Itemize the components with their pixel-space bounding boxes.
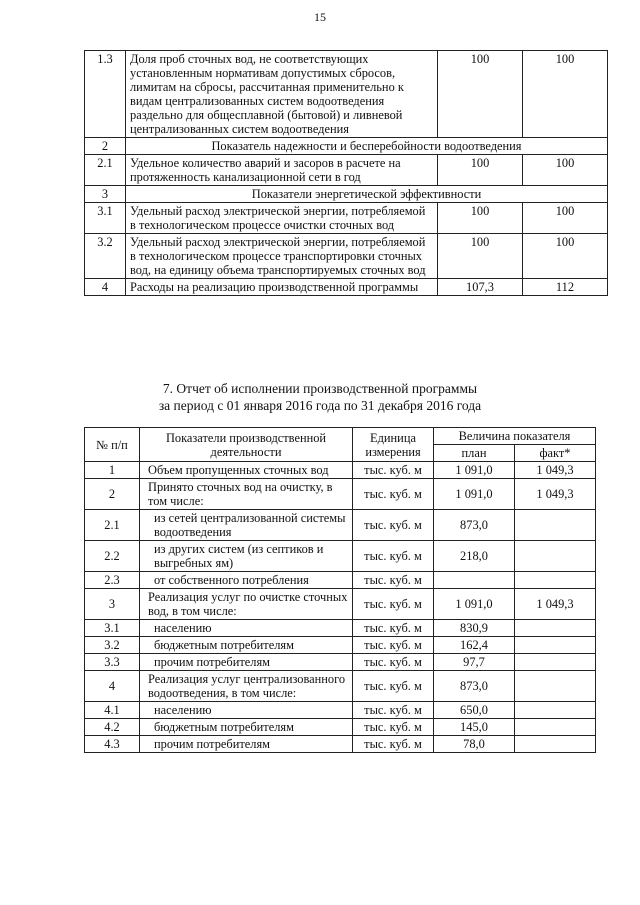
unit-cell: тыс. куб. м xyxy=(353,637,434,654)
indicator-text: Удельное количество аварий и засоров в расчете на протяженность канализационной сети в год xyxy=(126,155,438,186)
row-number: 1.3 xyxy=(85,51,126,138)
plan-value: 650,0 xyxy=(434,702,515,719)
fact-value xyxy=(515,510,596,541)
plan-value: 1 091,0 xyxy=(434,479,515,510)
unit-cell: тыс. куб. м xyxy=(353,654,434,671)
table-row xyxy=(85,589,596,620)
header-row xyxy=(85,428,596,445)
unit-cell: тыс. куб. м xyxy=(353,702,434,719)
header-unit: Единица измерения xyxy=(353,428,434,462)
report-title xyxy=(0,380,640,414)
plan-value: 873,0 xyxy=(434,671,515,702)
row-number: 3.2 xyxy=(85,637,140,654)
unit-cell: тыс. куб. м xyxy=(353,671,434,702)
table-row xyxy=(85,572,596,589)
table-row xyxy=(85,654,596,671)
indicator-text: из сетей централизованной системы водоотведения xyxy=(140,510,353,541)
table-row xyxy=(85,637,596,654)
production-program-report-table xyxy=(84,427,596,753)
table-row xyxy=(85,736,596,753)
plan-value: 873,0 xyxy=(434,510,515,541)
table-row xyxy=(85,186,608,203)
fact-value xyxy=(515,702,596,719)
indicator-text: Удельный расход электрической энергии, потребляемой в технологическом процессе транспортировки сточных вод, на единицу объема транспортируемых сточных вод xyxy=(126,234,438,279)
row-number: 4 xyxy=(85,279,126,296)
indicator-text: Расходы на реализацию производственной программы xyxy=(126,279,438,296)
fact-value xyxy=(515,671,596,702)
table-row xyxy=(85,138,608,155)
row-number: 2.2 xyxy=(85,541,140,572)
row-number: 3.1 xyxy=(85,620,140,637)
unit-cell: тыс. куб. м xyxy=(353,589,434,620)
unit-cell: тыс. куб. м xyxy=(353,479,434,510)
unit-cell: тыс. куб. м xyxy=(353,541,434,572)
report-title-line2: за период с 01 января 2016 года по 31 декабря 2016 года xyxy=(158,398,482,413)
fact-value xyxy=(515,654,596,671)
table-row xyxy=(85,719,596,736)
indicator-text: из других систем (из септиков и выгребных ям) xyxy=(140,541,353,572)
table-row xyxy=(85,620,596,637)
indicator-text: Объем пропущенных сточных вод xyxy=(140,462,353,479)
indicator-text: Реализация услуг централизованного водоотведения, в том числе: xyxy=(140,671,353,702)
table-row xyxy=(85,462,596,479)
row-number: 4.3 xyxy=(85,736,140,753)
plan-value: 145,0 xyxy=(434,719,515,736)
table-row xyxy=(85,155,608,186)
plan-value: 78,0 xyxy=(434,736,515,753)
fact-value: 1 049,3 xyxy=(515,479,596,510)
value-1: 100 xyxy=(438,203,523,234)
value-1: 100 xyxy=(438,234,523,279)
value-1: 107,3 xyxy=(438,279,523,296)
row-number: 1 xyxy=(85,462,140,479)
indicator-text: прочим потребителям xyxy=(140,736,353,753)
row-number: 4.1 xyxy=(85,702,140,719)
unit-cell: тыс. куб. м xyxy=(353,736,434,753)
value-2: 100 xyxy=(523,51,608,138)
indicator-text: населению xyxy=(140,620,353,637)
plan-value: 162,4 xyxy=(434,637,515,654)
row-number: 4.2 xyxy=(85,719,140,736)
fact-value xyxy=(515,572,596,589)
fact-value xyxy=(515,719,596,736)
fact-value: 1 049,3 xyxy=(515,462,596,479)
indicator-text: населению xyxy=(140,702,353,719)
report-title-line1: 7. Отчет об исполнении производственной программы xyxy=(162,381,478,396)
indicator-text: Реализация услуг по очистке сточных вод, в том числе: xyxy=(140,589,353,620)
row-number: 2.1 xyxy=(85,155,126,186)
table-row xyxy=(85,203,608,234)
indicator-text: бюджетным потребителям xyxy=(140,719,353,736)
row-number: 3 xyxy=(85,186,126,203)
row-number: 2 xyxy=(85,138,126,155)
table-row xyxy=(85,51,608,138)
header-value: Величина показателя xyxy=(434,428,596,445)
row-number: 2 xyxy=(85,479,140,510)
header-fact: факт* xyxy=(515,445,596,462)
row-number: 3 xyxy=(85,589,140,620)
plan-value xyxy=(434,572,515,589)
section-heading: Показатель надежности и бесперебойности водоотведения xyxy=(126,138,608,155)
value-1: 100 xyxy=(438,51,523,138)
fact-value xyxy=(515,620,596,637)
row-number: 3.1 xyxy=(85,203,126,234)
table-row xyxy=(85,279,608,296)
fact-value: 1 049,3 xyxy=(515,589,596,620)
indicator-text: бюджетным потребителям xyxy=(140,637,353,654)
indicator-text: прочим потребителям xyxy=(140,654,353,671)
row-number: 3.3 xyxy=(85,654,140,671)
indicator-text: Доля проб сточных вод, не соответствующих установленным нормативам допустимых сбросов, лимитам на сбросы, рассчитанная применительно к видам централизованных систем водоотведения раздельно для общесплавной (бытовой) и ливневой централизованных систем водоотведения xyxy=(126,51,438,138)
fact-value xyxy=(515,637,596,654)
unit-cell: тыс. куб. м xyxy=(353,510,434,541)
unit-cell: тыс. куб. м xyxy=(353,620,434,637)
indicators-table xyxy=(84,50,608,296)
plan-value: 97,7 xyxy=(434,654,515,671)
table-row xyxy=(85,479,596,510)
value-2: 100 xyxy=(523,234,608,279)
header-indicators: Показатели производственной деятельности xyxy=(140,428,353,462)
unit-cell: тыс. куб. м xyxy=(353,462,434,479)
table-row xyxy=(85,671,596,702)
fact-value xyxy=(515,541,596,572)
row-number: 2.1 xyxy=(85,510,140,541)
value-2: 100 xyxy=(523,155,608,186)
row-number: 4 xyxy=(85,671,140,702)
table-row xyxy=(85,234,608,279)
indicator-text: Удельный расход электрической энергии, потребляемой в технологическом процессе очистки сточных вод xyxy=(126,203,438,234)
indicator-text: Принято сточных вод на очистку, в том числе: xyxy=(140,479,353,510)
section-heading: Показатели энергетической эффективности xyxy=(126,186,608,203)
plan-value: 1 091,0 xyxy=(434,589,515,620)
page-number: 15 xyxy=(314,10,326,24)
header-num: № п/п xyxy=(85,428,140,462)
value-2: 112 xyxy=(523,279,608,296)
unit-cell: тыс. куб. м xyxy=(353,572,434,589)
unit-cell: тыс. куб. м xyxy=(353,719,434,736)
row-number: 2.3 xyxy=(85,572,140,589)
plan-value: 218,0 xyxy=(434,541,515,572)
plan-value: 830,9 xyxy=(434,620,515,637)
row-number: 3.2 xyxy=(85,234,126,279)
header-plan: план xyxy=(434,445,515,462)
table-row xyxy=(85,702,596,719)
value-2: 100 xyxy=(523,203,608,234)
value-1: 100 xyxy=(438,155,523,186)
table-row xyxy=(85,541,596,572)
fact-value xyxy=(515,736,596,753)
table-row xyxy=(85,510,596,541)
indicator-text: от собственного потребления xyxy=(140,572,353,589)
plan-value: 1 091,0 xyxy=(434,462,515,479)
